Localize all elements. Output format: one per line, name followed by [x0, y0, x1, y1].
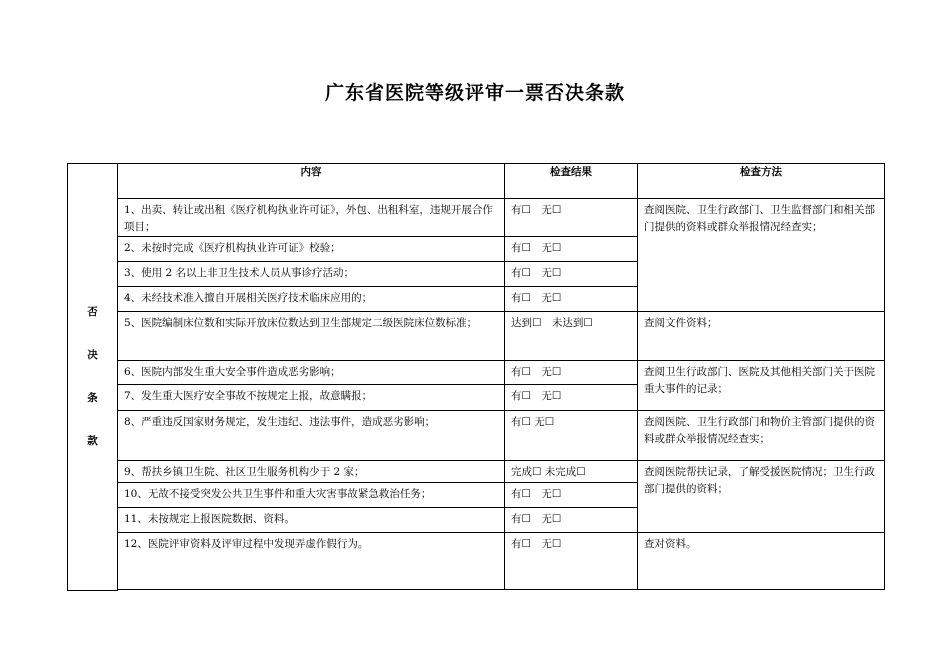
row-content: 1、出卖、转让或出租《医疗机构执业许可证》，外包、出租科室，违规开展合作项目； [118, 199, 505, 237]
row-method: 查对资料。 [638, 533, 885, 590]
row-result[interactable]: 达到☐ 未达到☐ [505, 312, 638, 361]
row-result[interactable]: 有☐ 无☐ [505, 361, 638, 385]
row-result[interactable]: 有☐ 无☐ [505, 385, 638, 411]
row-result[interactable]: 有☐ 无☐ [505, 508, 638, 533]
row-method: 查阅医院帮扶记录，了解受援医院情况；卫生行政部门提供的资料； [638, 461, 885, 533]
header-method: 检查方法 [638, 164, 885, 199]
veto-clause-table [67, 163, 885, 591]
side-char: 条 [87, 391, 98, 404]
table-header-row [68, 164, 885, 199]
row-content: 5、医院编制床位数和实际开放床位数达到卫生部规定二级医院床位数标准； [118, 312, 505, 361]
header-content: 内容 [118, 164, 505, 199]
row-method: 查阅卫生行政部门、医院及其他相关部门关于医院重大事件的记录； [638, 361, 885, 411]
page-title: 广东省医院等级评审一票否决条款 [324, 82, 625, 104]
row-content: 9、帮扶乡镇卫生院、社区卫生服务机构少于 2 家； [118, 461, 505, 483]
row-method: 查阅医院、卫生行政部门、卫生监督部门和相关部门提供的资料或群众举报情况经查实； [638, 199, 885, 312]
table-row [68, 461, 885, 483]
row-content: 2、未按时完成《医疗机构执业许可证》校验； [118, 237, 505, 262]
side-char: 否 [87, 305, 98, 318]
row-result[interactable]: 有☐ 无☐ [505, 199, 638, 237]
table-row [68, 312, 885, 361]
row-result[interactable]: 有☐ 无☐ [505, 237, 638, 262]
table-row [68, 361, 885, 385]
row-content: 3、使用 2 名以上非卫生技术人员从事诊疗活动； [118, 262, 505, 287]
row-content: 12、医院评审资料及评审过程中发现弄虚作假行为。 [118, 533, 505, 590]
row-method: 查阅文件资料； [638, 312, 885, 361]
row-content: 10、无故不接受突发公共卫生事件和重大灾害事故紧急救治任务； [118, 483, 505, 508]
row-result[interactable]: 完成☐ 未完成☐ [505, 461, 638, 483]
header-result: 检查结果 [505, 164, 638, 199]
row-result[interactable]: 有☐ 无☐ [505, 533, 638, 590]
row-content: 11、未按规定上报医院数据、资料。 [118, 508, 505, 533]
row-result[interactable]: 有☐ 无☐ [505, 262, 638, 287]
table-row [68, 533, 885, 590]
side-char: 决 [87, 348, 98, 361]
side-char: 款 [87, 434, 98, 447]
row-content: 6、医院内部发生重大安全事件造成恶劣影响； [118, 361, 505, 385]
row-method: 查阅医院、卫生行政部门和物价主管部门提供的资料或群众举报情况经查实； [638, 411, 885, 461]
table-row [68, 199, 885, 237]
side-label [68, 164, 118, 591]
table-row [68, 411, 885, 461]
row-content: 8、严重违反国家财务规定，发生违纪、违法事件，造成恶劣影响； [118, 411, 505, 461]
row-content: 4、未经技术准入擅自开展相关医疗技术临床应用的； [118, 287, 505, 312]
row-content: 7、发生重大医疗安全事故不按规定上报，故意瞒报； [118, 385, 505, 411]
row-result[interactable]: 有☐ 无☐ [505, 287, 638, 312]
row-result[interactable]: 有☐ 无☐ [505, 411, 638, 461]
row-result[interactable]: 有☐ 无☐ [505, 483, 638, 508]
